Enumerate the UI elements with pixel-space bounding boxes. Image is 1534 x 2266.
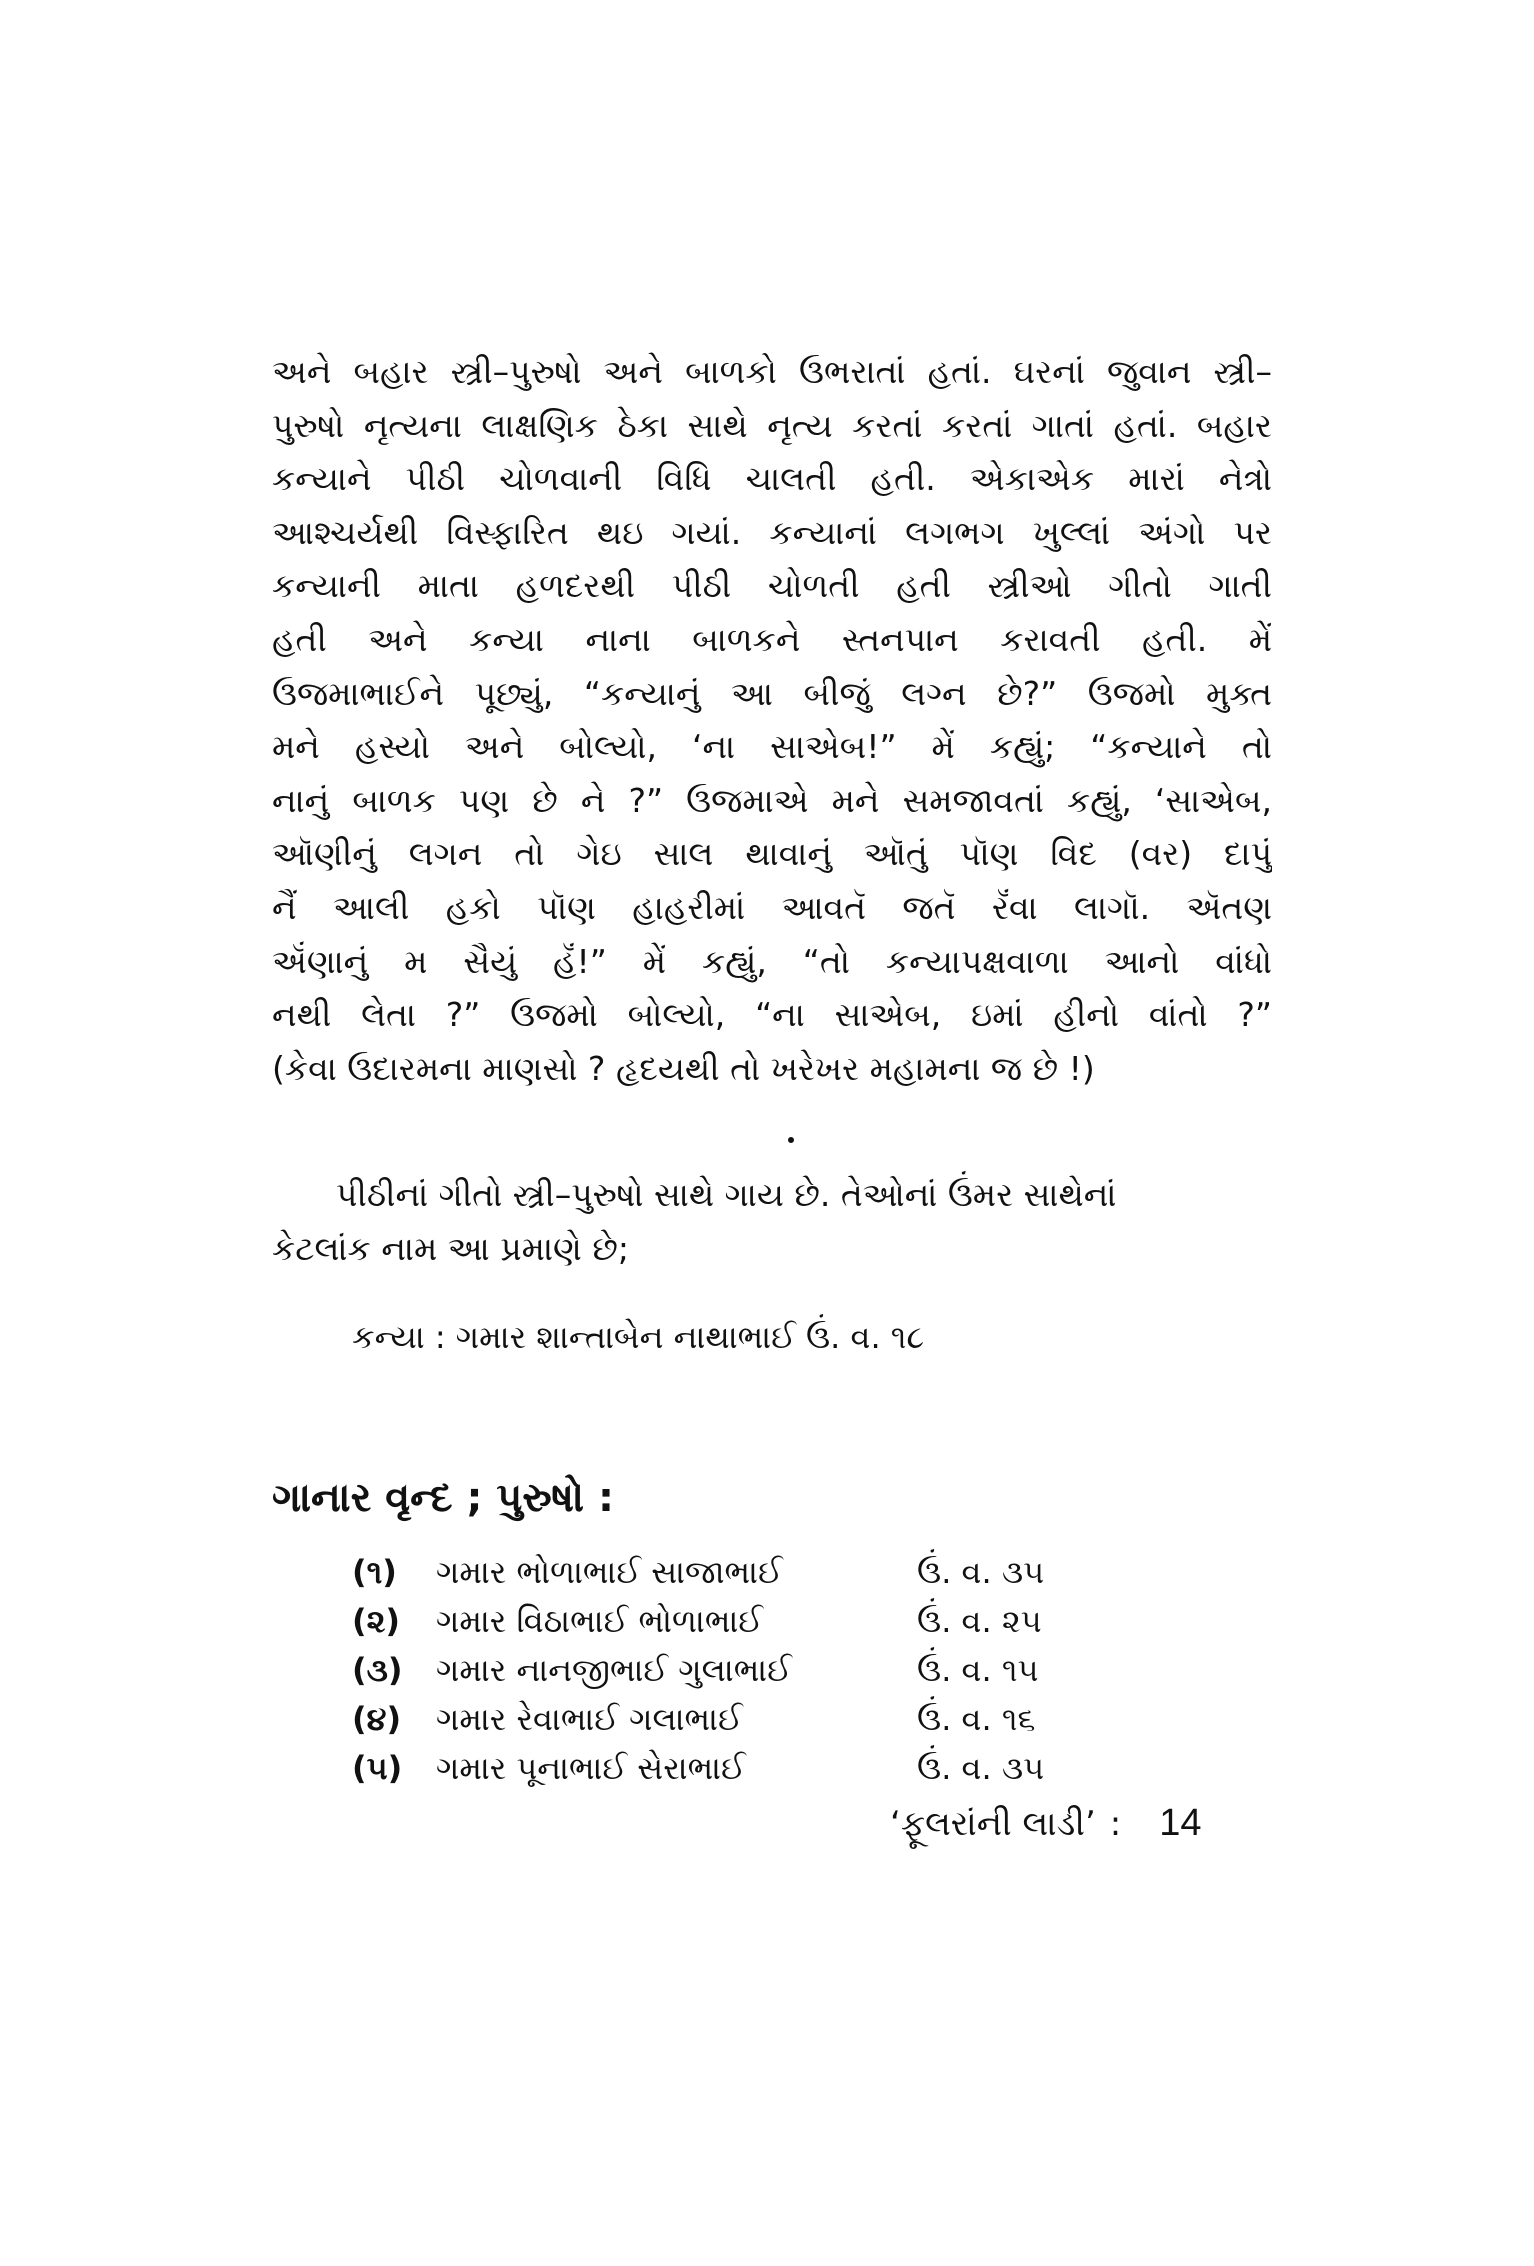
- singers-list: [352, 1548, 1252, 1793]
- item-number: (૪): [352, 1700, 402, 1738]
- paragraph-line: કેટલાંક નામ આ પ્રમાણે છે;: [272, 1229, 629, 1268]
- singers-heading: ગાનાર વૃન્દ ; પુરુષો :: [272, 1475, 614, 1521]
- list-item: [352, 1597, 1252, 1646]
- book-title: ‘ફૂલરાંની લાડી’: [890, 1804, 1096, 1844]
- paragraph-line: પીઠીનાં ગીતો સ્ત્રી–પુરુષો સાથે ગાય છે. તેઓનાં ઉંમર સાથેનાં: [336, 1175, 1117, 1214]
- list-item: [352, 1695, 1252, 1744]
- paragraph-line: નૈં આલી હકો પૉણ હાહરીમાં આવતૅ જતૅ રૅંવા લાગૉ. ઍતણ: [272, 887, 1272, 927]
- item-name: ગમાર રેવાભાઈ ગલાભાઈ: [436, 1700, 743, 1738]
- footer-separator: :: [1109, 1804, 1122, 1844]
- list-item: [352, 1744, 1252, 1793]
- paragraph-line: નથી લેતા ?” ઉજમો બોલ્યો, “ના સાએબ, ઇમાં હીનો વાંતો ?”: [272, 995, 1272, 1035]
- paragraph-line: ઑણીનું લગન તો ગેઇ સાલ થાવાનું ઑતું પૉણ વિદ (વર) દાપું: [272, 834, 1272, 874]
- ink-dot: [788, 1137, 794, 1143]
- paragraph-line: (કેવા ઉદારમના માણસો ? હૃદયથી તો ખરેખર મહામના જ છે !): [272, 1048, 1095, 1088]
- paragraph-line: કન્યાની માતા હળદરથી પીઠી ચોળતી હતી સ્ત્રીઓ ગીતો ગાતી: [272, 566, 1272, 606]
- item-number: (૧): [352, 1553, 397, 1591]
- paragraph-line: પુરુષો નૃત્યના લાક્ષણિક ઠેકા સાથે નૃત્ય કરતાં કરતાં ગાતાં હતાં. બહાર: [272, 405, 1272, 445]
- item-name: ગમાર પૂનાભાઈ સેરાભાઈ: [436, 1749, 746, 1787]
- item-number: (૨): [352, 1602, 401, 1640]
- item-number: (૩): [352, 1651, 403, 1689]
- item-name: ગમાર વિઠાભાઈ ભોળાભાઈ: [436, 1602, 764, 1640]
- list-item: [352, 1646, 1252, 1695]
- paragraph-names-intro: [272, 1168, 1272, 1276]
- paragraph-line: હતી અને કન્યા નાના બાળકને સ્તનપાન કરાવતી હતી. મેં: [272, 619, 1272, 659]
- item-age: ઉં. વ. ૩૫: [917, 1749, 1045, 1787]
- item-number: (૫): [352, 1749, 403, 1787]
- paragraph-main: [272, 345, 1272, 1095]
- item-age: ઉં. વ. ૨૫: [917, 1602, 1042, 1640]
- paragraph-line: ઍંણાનું મ સૈયું હૅં!” મેં કહ્યું, “તો કન્યાપક્ષવાળા આનો વાંધો: [272, 941, 1272, 981]
- item-name: ગમાર નાનજીભાઈ ગુલાભાઈ: [436, 1651, 792, 1689]
- item-age: ઉં. વ. ૩૫: [917, 1553, 1045, 1591]
- paragraph-line: મને હસ્યો અને બોલ્યો, ‘ના સાએબ!” મેં કહ્યું; “કન્યાને તો: [272, 727, 1272, 767]
- list-item: [352, 1548, 1252, 1597]
- paragraph-line: અને બહાર સ્ત્રી–પુરુષો અને બાળકો ઉભરાતાં હતાં. ઘરનાં જુવાન સ્ત્રી–: [272, 352, 1272, 391]
- item-name: ગમાર ભોળાભાઈ સાજાભાઈ: [436, 1553, 783, 1591]
- page-number: 14: [1159, 1802, 1202, 1844]
- page-footer: [890, 1798, 1270, 1849]
- paragraph-line: ઉજમાભાઈને પૂછ્યું, “કન્યાનું આ બીજું લગ્ન છે?” ઉજમો મુક્ત: [272, 673, 1272, 713]
- paragraph-line: આશ્ચર્યથી વિસ્ફારિત થઇ ગયાં. કન્યાનાં લગભગ ખુલ્લાં અંગો પર: [272, 512, 1272, 552]
- item-age: ઉં. વ. ૧૬: [917, 1700, 1036, 1738]
- paragraph-line: કન્યાને પીઠી ચોળવાની વિધિ ચાલતી હતી. એકાએક મારાં નેત્રો: [272, 459, 1272, 499]
- bride-line: કન્યા : ગમાર શાન્તાબેન નાથાભાઈ ઉં. વ. ૧૮: [352, 1318, 925, 1356]
- item-age: ઉં. વ. ૧૫: [917, 1651, 1039, 1689]
- paragraph-line: નાનું બાળક પણ છે ને ?” ઉજમાએ મને સમજાવતાં કહ્યું, ‘સાએબ,: [272, 780, 1272, 820]
